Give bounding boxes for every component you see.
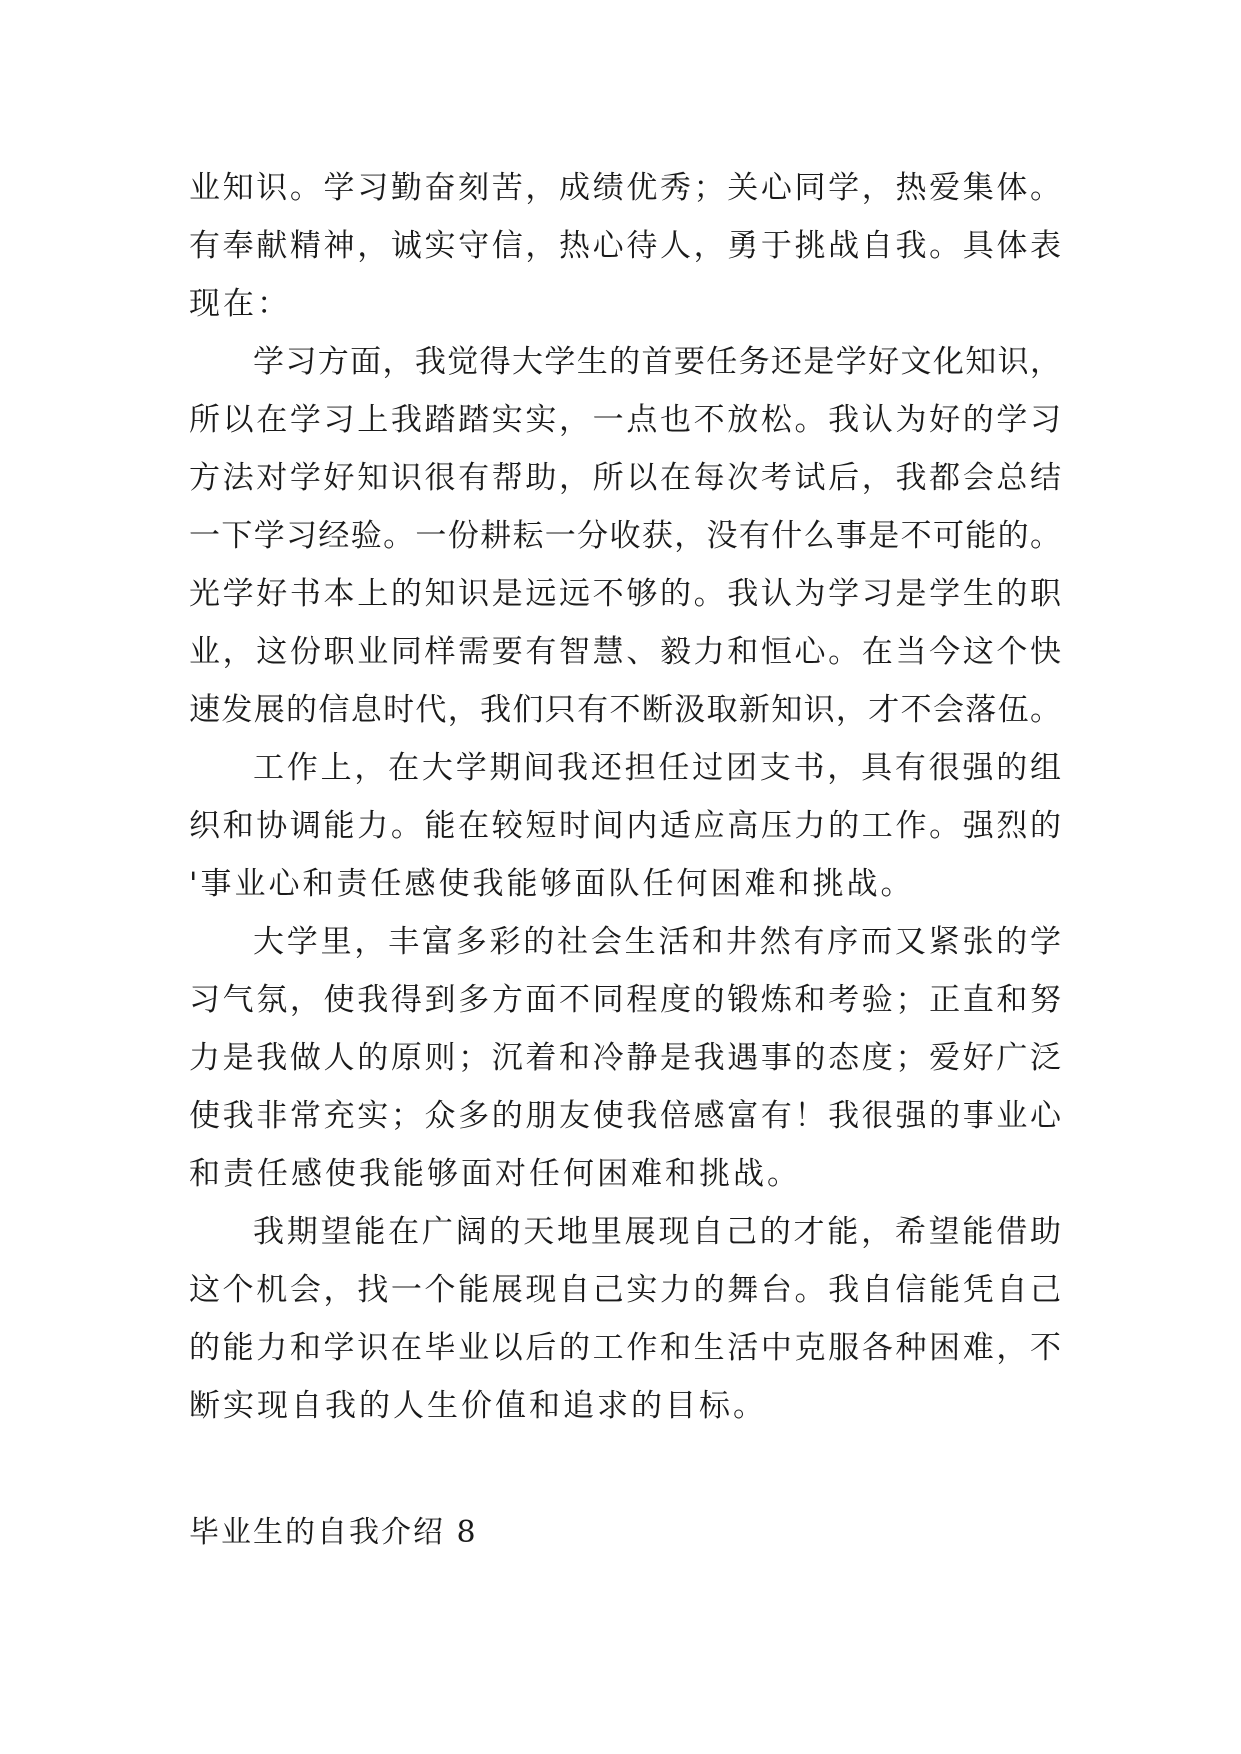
text-line: 所以在学习上我踏踏实实，一点也不放松。我认为好的学习: [189, 402, 1061, 438]
text-line: 业，这份职业同样需要有智慧、毅力和恒心。在当今这个快: [189, 634, 1061, 670]
text-line: 我期望能在广阔的天地里展现自己的才能，希望能借助: [253, 1214, 1061, 1250]
text-line: 使我非常充实；众多的朋友使我倍感富有！我很强的事业心: [189, 1098, 1061, 1134]
text-line: 速发展的信息时代，我们只有不断汲取新知识，才不会落伍。: [189, 692, 1061, 728]
text-line: 大学里，丰富多彩的社会生活和井然有序而又紧张的学: [253, 924, 1061, 960]
text-line: 现在：: [189, 286, 291, 322]
text-line: 织和协调能力。能在较短时间内适应高压力的工作。强烈的: [189, 808, 1061, 844]
text-line: 工作上，在大学期间我还担任过团支书，具有很强的组: [253, 750, 1061, 786]
text-line: 业知识。学习勤奋刻苦，成绩优秀；关心同学，热爱集体。: [189, 170, 1061, 206]
text-line: 的能力和学识在毕业以后的工作和生活中克服各种困难，不: [189, 1330, 1061, 1366]
body-text: [189, 159, 1061, 1435]
text-line: 学习方面，我觉得大学生的首要任务还是学好文化知识，: [253, 344, 1061, 380]
text-line: 一下学习经验。一份耕耘一分收获，没有什么事是不可能的。: [189, 518, 1061, 554]
text-line: 力是我做人的原则；沉着和冷静是我遇事的态度；爱好广泛: [189, 1040, 1061, 1076]
text-line: '事业心和责任感使我能够面队任何困难和挑战。: [189, 866, 915, 902]
text-line: 光学好书本上的知识是远远不够的。我认为学习是学生的职: [189, 576, 1061, 612]
text-line: 有奉献精神，诚实守信，热心待人，勇于挑战自我。具体表: [189, 228, 1061, 264]
text-line: 断实现自我的人生价值和追求的目标。: [189, 1388, 767, 1424]
text-line: 这个机会，找一个能展现自己实力的舞台。我自信能凭自己: [189, 1272, 1061, 1308]
text-line: 习气氛，使我得到多方面不同程度的锻炼和考验；正直和努: [189, 982, 1061, 1018]
text-line: 和责任感使我能够面对任何困难和挑战。: [189, 1156, 801, 1192]
text-line: 方法对学好知识很有帮助，所以在每次考试后，我都会总结: [189, 460, 1061, 496]
section-heading: 毕业生的自我介绍 8: [189, 1515, 478, 1550]
